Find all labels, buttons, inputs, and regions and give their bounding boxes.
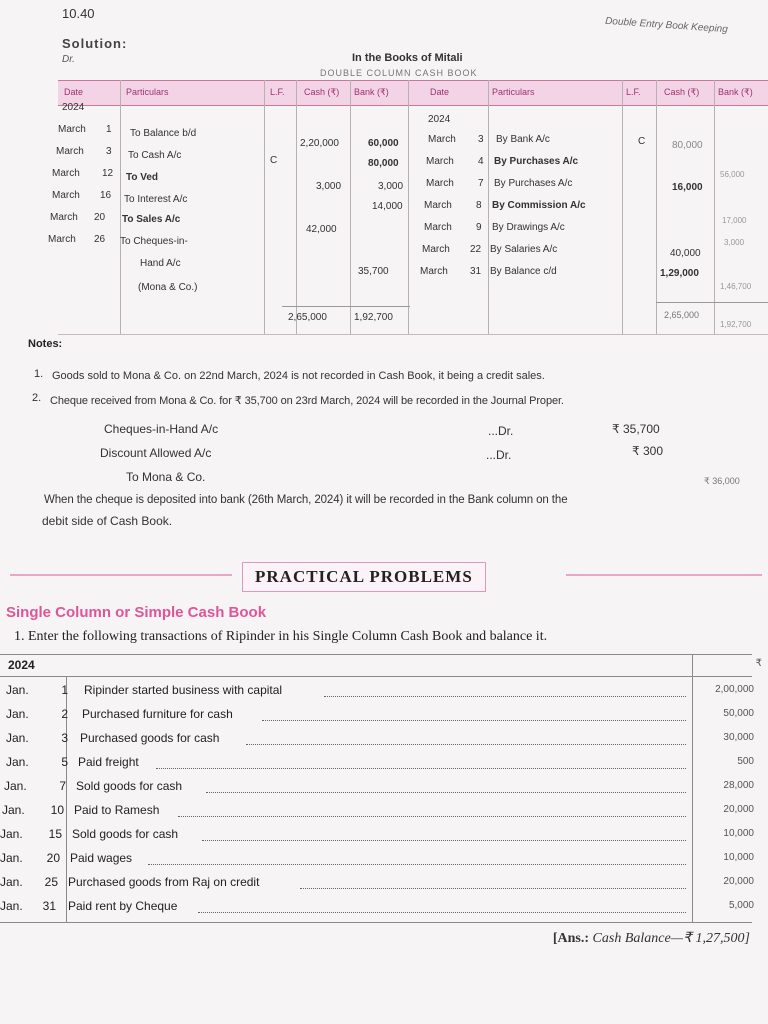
col-particulars-right: Particulars — [492, 87, 535, 97]
credit-day: 9 — [476, 222, 482, 233]
col-bank-right: Bank (₹) — [718, 87, 753, 97]
credit-bank: 3,000 — [724, 238, 745, 247]
cb-rule — [120, 80, 121, 334]
credit-particulars: By Bank A/c — [496, 134, 550, 145]
debit-particulars: To Interest A/c — [124, 194, 188, 205]
row-month: Jan. — [6, 731, 29, 745]
cb-rule — [296, 80, 297, 334]
row-particulars: Purchased goods for cash — [80, 731, 220, 745]
table-year: 2024 — [8, 658, 35, 672]
row-day: 25 — [44, 875, 58, 889]
debit-total-bank: 1,92,700 — [354, 312, 393, 323]
answer-label: [Ans.: — [552, 931, 590, 946]
credit-day: 22 — [470, 244, 482, 255]
row-month: Jan. — [0, 899, 23, 913]
row-month: Jan. — [0, 827, 23, 841]
credit-total-bank: 1,92,700 — [720, 320, 752, 329]
credit-month: March — [426, 156, 454, 167]
row-leader — [262, 719, 686, 721]
row-amount: 500 — [737, 756, 754, 767]
debit-day: 16 — [100, 190, 112, 201]
col-date-right: Date — [430, 87, 450, 97]
row-amount: 30,000 — [723, 732, 754, 743]
practical-problems-banner — [242, 562, 486, 592]
credit-bank: 17,000 — [722, 216, 747, 225]
credit-bank: 1,46,700 — [720, 282, 752, 291]
banner-rule-right — [566, 574, 762, 576]
row-month: Jan. — [0, 851, 23, 865]
journal-dr: ...Dr. — [486, 448, 512, 462]
row-amount: 10,000 — [723, 828, 754, 839]
cb-rule — [408, 80, 409, 334]
col-particulars-left: Particulars — [126, 87, 169, 97]
row-month: Jan. — [6, 755, 29, 769]
credit-cash: 16,000 — [672, 182, 703, 193]
row-particulars: Paid rent by Cheque — [68, 899, 178, 913]
row-particulars: Paid freight — [78, 755, 139, 769]
credit-day: 8 — [476, 200, 482, 211]
col-lf-left: L.F. — [270, 87, 285, 97]
table-top-rule — [0, 654, 752, 655]
credit-total-rule — [656, 302, 768, 303]
row-particulars: Purchased furniture for cash — [82, 707, 233, 721]
year-left: 2024 — [62, 102, 85, 113]
debit-lf: C — [270, 155, 278, 166]
table-currency: ₹ — [755, 658, 762, 669]
credit-cash: 80,000 — [672, 140, 703, 151]
row-month: Jan. — [6, 683, 29, 697]
debit-bank: 80,000 — [368, 158, 399, 169]
row-amount: 28,000 — [723, 780, 754, 791]
debit-cash: 2,20,000 — [300, 138, 339, 149]
debit-particulars: To Cheques-in- — [120, 236, 188, 247]
answer-text: Cash Balance—₹ 1,27,500] — [592, 931, 750, 946]
table-row — [0, 872, 768, 896]
row-particulars: Paid wages — [70, 851, 133, 865]
debit-day: 12 — [102, 168, 114, 179]
table-bottom-rule — [0, 922, 752, 923]
row-month: Jan. — [6, 707, 29, 721]
credit-particulars: By Balance c/d — [490, 266, 557, 277]
credit-particulars: By Drawings A/c — [492, 222, 565, 233]
cb-rule — [656, 80, 657, 334]
debit-bank: 3,000 — [378, 181, 404, 192]
table-row — [0, 896, 768, 920]
credit-month: March — [422, 244, 450, 255]
question-1: 1. Enter the following transactions of Ripinder in his Single Column Cash Book and balance it. — [14, 629, 548, 644]
col-cash-right: Cash (₹) — [664, 87, 700, 97]
debit-total-cash: 2,65,000 — [288, 312, 327, 323]
deposit-note-line2: debit side of Cash Book. — [42, 514, 173, 528]
banner-title: PRACTICAL PROBLEMS — [255, 567, 473, 586]
year-right: 2024 — [428, 114, 451, 125]
debit-month: March — [56, 146, 84, 157]
credit-total-cash: 2,65,000 — [664, 310, 700, 320]
solution-heading: Solution: — [62, 36, 128, 51]
credit-month: March — [424, 200, 452, 211]
note-1: Goods sold to Mona & Co. on 22nd March, 2024 is not recorded in Cash Book, it being a credit sales. — [52, 370, 545, 382]
credit-month: March — [424, 222, 452, 233]
row-day: 7 — [59, 779, 66, 793]
row-month: Jan. — [2, 803, 25, 817]
credit-particulars: By Purchases A/c — [494, 178, 573, 189]
col-lf-right: L.F. — [626, 87, 641, 97]
col-date-left: Date — [64, 87, 84, 97]
note-2: Cheque received from Mona & Co. for ₹ 35,700 on 23rd March, 2024 will be recorded in the Journal Proper. — [50, 395, 564, 407]
section-subheading: Single Column or Simple Cash Book — [6, 604, 267, 621]
credit-cash: 40,000 — [670, 248, 701, 259]
note-1-number: 1. — [34, 368, 44, 380]
debit-bank: 60,000 — [368, 138, 399, 149]
cashbook-title: DOUBLE COLUMN CASH BOOK — [320, 68, 478, 78]
row-amount: 10,000 — [723, 852, 754, 863]
table-row — [0, 776, 768, 800]
answer — [553, 930, 750, 947]
row-leader — [156, 767, 686, 769]
row-leader — [198, 911, 686, 913]
table-row — [0, 680, 768, 704]
row-amount: 50,000 — [723, 708, 754, 719]
credit-particulars: By Commission A/c — [492, 200, 586, 211]
row-day: 2 — [61, 707, 68, 721]
cb-rule — [488, 80, 489, 334]
debit-particulars: To Cash A/c — [128, 150, 182, 161]
journal-account: Cheques-in-Hand A/c — [104, 422, 219, 436]
table-row — [0, 824, 768, 848]
row-day: 1 — [61, 683, 68, 697]
debit-month: March — [52, 168, 80, 179]
debit-month: March — [50, 212, 78, 223]
debit-particulars: (Mona & Co.) — [138, 282, 198, 293]
journal-debit: ₹ 300 — [632, 444, 663, 458]
row-amount: 2,00,000 — [715, 684, 754, 695]
row-particulars: Ripinder started business with capital — [84, 683, 283, 697]
row-leader — [148, 863, 686, 865]
debit-month: March — [58, 124, 86, 135]
row-leader — [202, 839, 686, 841]
col-bank-left: Bank (₹) — [354, 87, 389, 97]
row-leader — [324, 695, 686, 697]
table-row — [0, 848, 768, 872]
row-leader — [178, 815, 686, 817]
journal-dr: ...Dr. — [488, 424, 514, 438]
credit-bank: 56,000 — [720, 170, 745, 179]
deposit-note-line1: When the cheque is deposited into bank (26th March, 2024) it will be recorded in the Bank column on the — [44, 494, 568, 506]
table-row — [0, 800, 768, 824]
cashbook-bottom-rule — [58, 334, 768, 335]
debit-day: 20 — [94, 212, 106, 223]
dr-label: Dr. — [62, 54, 75, 65]
credit-day: 4 — [478, 156, 484, 167]
cb-rule — [622, 80, 623, 334]
credit-month: March — [420, 266, 448, 277]
row-leader — [246, 743, 686, 745]
debit-cash: 3,000 — [316, 181, 342, 192]
books-title: In the Books of Mitali — [352, 52, 463, 64]
table-row — [0, 704, 768, 728]
credit-month: March — [428, 134, 456, 145]
debit-particulars: To Balance b/d — [130, 128, 197, 139]
debit-particulars: To Ved — [126, 172, 159, 183]
credit-cash: 1,29,000 — [660, 268, 699, 279]
debit-cash: 42,000 — [306, 224, 337, 235]
row-day: 15 — [48, 827, 62, 841]
credit-lf: C — [638, 136, 646, 147]
row-day: 10 — [50, 803, 64, 817]
debit-month: March — [48, 234, 76, 245]
credit-month: March — [426, 178, 454, 189]
debit-day: 26 — [94, 234, 106, 245]
running-title: Double Entry Book Keeping — [604, 15, 729, 36]
row-particulars: Sold goods for cash — [72, 827, 179, 841]
row-day: 20 — [46, 851, 60, 865]
debit-particulars: Hand A/c — [140, 258, 181, 269]
journal-debit: ₹ 35,700 — [612, 422, 660, 436]
page-number: 10.40 — [62, 6, 95, 21]
banner-rule-left — [10, 574, 232, 576]
debit-day: 1 — [106, 124, 112, 135]
row-amount: 20,000 — [723, 876, 754, 887]
row-leader — [300, 887, 686, 889]
cashbook-header — [58, 80, 768, 106]
journal-account: To Mona & Co. — [126, 470, 206, 484]
table-header-rule — [0, 676, 752, 677]
notes-heading: Notes: — [28, 338, 63, 350]
debit-day: 3 — [106, 146, 112, 157]
credit-day: 7 — [478, 178, 484, 189]
table-row — [0, 752, 768, 776]
credit-particulars: By Purchases A/c — [494, 156, 579, 167]
journal-account: Discount Allowed A/c — [100, 446, 212, 460]
row-day: 31 — [42, 899, 56, 913]
row-particulars: Paid to Ramesh — [74, 803, 160, 817]
row-day: 5 — [61, 755, 68, 769]
row-month: Jan. — [0, 875, 23, 889]
debit-total-rule — [282, 306, 410, 307]
row-month: Jan. — [4, 779, 27, 793]
col-cash-left: Cash (₹) — [304, 87, 340, 97]
credit-day: 31 — [470, 266, 482, 277]
debit-bank: 14,000 — [372, 201, 403, 212]
row-amount: 20,000 — [723, 804, 754, 815]
credit-day: 3 — [478, 134, 484, 145]
journal-credit: ₹ 36,000 — [704, 476, 740, 486]
row-amount: 5,000 — [728, 900, 754, 911]
row-day: 3 — [61, 731, 68, 745]
cb-rule — [714, 80, 715, 334]
row-particulars: Purchased goods from Raj on credit — [68, 875, 260, 889]
debit-bank: 35,700 — [358, 266, 389, 277]
row-particulars: Sold goods for cash — [76, 779, 183, 793]
row-leader — [206, 791, 686, 793]
cb-rule — [264, 80, 265, 334]
table-row — [0, 728, 768, 752]
debit-month: March — [52, 190, 80, 201]
note-2-number: 2. — [32, 392, 42, 404]
cb-rule — [350, 80, 351, 334]
debit-particulars: To Sales A/c — [122, 214, 181, 225]
credit-particulars: By Salaries A/c — [490, 244, 558, 255]
